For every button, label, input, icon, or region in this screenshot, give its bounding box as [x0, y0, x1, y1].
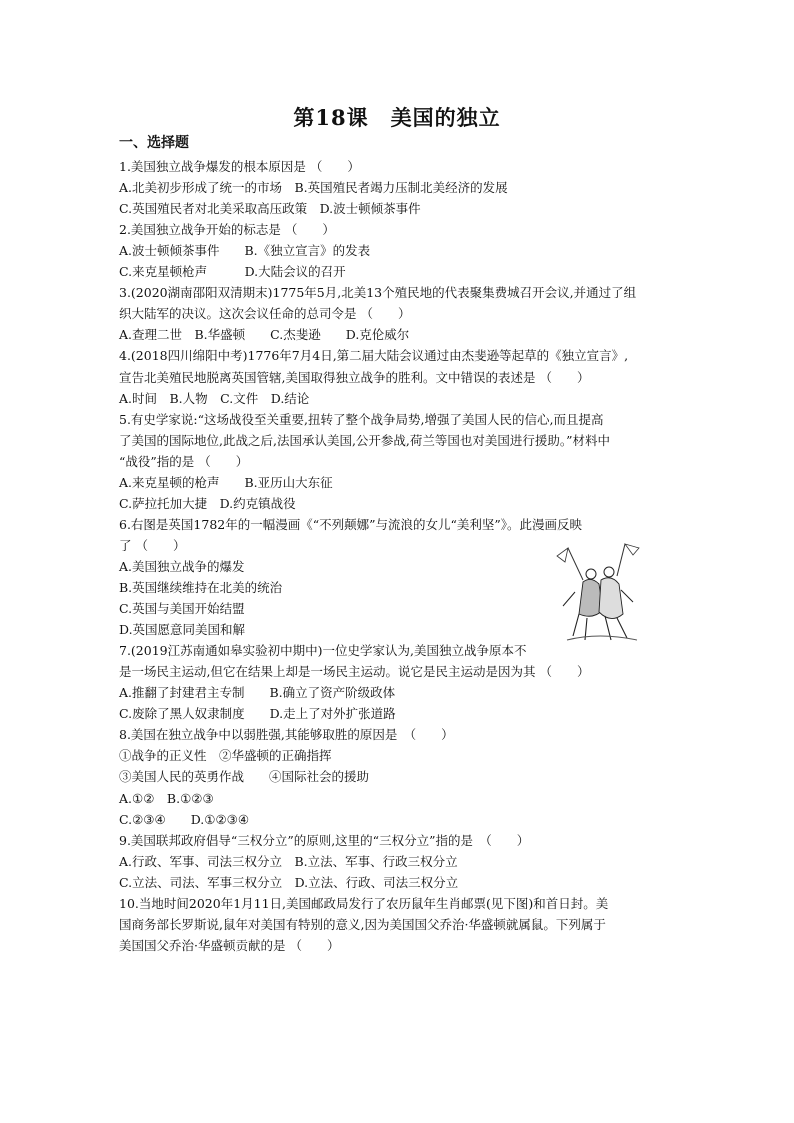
text-line: 10.当地时间2020年1月11日,美国邮政局发行了农历鼠年生肖邮票(见下图)和首日封。美 — [119, 895, 609, 911]
text-line: “战役”指的是 （ ） — [119, 453, 249, 469]
text-line: 7.(2019江苏南通如皋实验初中期中)一位史学家认为,美国独立战争原本不 — [119, 643, 527, 659]
text-line: C.来克星顿枪声 D.大陆会议的召开 — [119, 264, 346, 280]
text-line: 8.美国在独立战争中以弱胜强,其能够取胜的原因是 （ ） — [119, 727, 454, 743]
text-line: A.波士顿倾茶事件 B.《独立宣言》的发表 — [119, 243, 371, 259]
text-line: 4.(2018四川绵阳中考)1776年7月4日,第二届大陆会议通过由杰斐逊等起草的《独立宣言》, — [119, 348, 629, 364]
text-line: C.萨拉托加大捷 D.约克镇战役 — [119, 495, 296, 511]
text-line: 国商务部长罗斯说,鼠年对美国有特别的意义,因为美国国父乔治·华盛顿就属鼠。下列属于 — [119, 916, 606, 932]
text-line: ③美国人民的英勇作战 ④国际社会的援助 — [119, 769, 370, 785]
text-line: 了美国的国际地位,此战之后,法国承认美国,公开参战,荷兰等国也对美国进行援助。”材料中 — [119, 432, 611, 448]
text-line: 2.美国独立战争开始的标志是 （ ） — [119, 222, 335, 238]
cartoon-illustration — [553, 540, 646, 646]
text-line: 5.有史学家说:“这场战役至关重要,扭转了整个战争局势,增强了美国人民的信心,而且提高 — [119, 411, 604, 427]
text-line: 美国国父乔治·华盛顿贡献的是 （ ） — [119, 937, 340, 953]
text-line: 是一场民主运动,但它在结果上却是一场民主运动。说它是民主运动是因为其 （ ） — [119, 664, 590, 680]
text-line: A.时间 B.人物 C.文件 D.结论 — [119, 390, 310, 406]
text-line: ①战争的正义性 ②华盛顿的正确指挥 — [119, 748, 332, 764]
text-line: C.废除了黑人奴隶制度 D.走上了对外扩张道路 — [119, 706, 396, 722]
text-line: 6.右图是英国1782年的一幅漫画《“不列颠娜”与流浪的女儿“美利坚”》。此漫画反映 — [119, 516, 583, 532]
text-line: 3.(2020湖南邵阳双清期末)1775年5月,北美13个殖民地的代表聚集费城召开会议,并通过了组 — [119, 285, 637, 301]
text-line: 9.美国联邦政府倡导“三权分立”的原则,这里的“三权分立”指的是 （ ） — [119, 832, 530, 848]
text-line: 了 （ ） — [119, 537, 186, 553]
text-line: D.英国愿意同美国和解 — [119, 622, 246, 638]
text-line: C.英国与美国开始结盟 — [119, 601, 245, 617]
text-line: 1.美国独立战争爆发的根本原因是 （ ） — [119, 159, 360, 174]
text-line: B.英国继续维持在北美的统治 — [119, 580, 283, 595]
text-line: 宣告北美殖民地脱离英国管辖,美国取得独立战争的胜利。文中错误的表述是 （ ） — [119, 369, 590, 385]
text-line: A.美国独立战争的爆发 — [119, 558, 245, 574]
text-line: A.行政、军事、司法三权分立 B.立法、军事、行政三权分立 — [119, 853, 458, 869]
text-line: A.推翻了封建君主专制 B.确立了资产阶级政体 — [119, 685, 396, 701]
text-line: C.英国殖民者对北美采取高压政策 D.波士顿倾茶事件 — [119, 201, 421, 217]
text-line: C.立法、司法、军事三权分立 D.立法、行政、司法三权分立 — [119, 874, 459, 890]
text-line: A.①② B.①②③ — [119, 790, 214, 806]
text-line: A.查理二世 B.华盛顿 C.杰斐逊 D.克伦威尔 — [119, 327, 410, 343]
text-line: 织大陆军的决议。这次会议任命的总司令是 （ ） — [119, 306, 411, 322]
text-line: C.②③④ D.①②③④ — [119, 811, 250, 827]
page-title: 第18课 美国的独立 — [293, 105, 501, 130]
text-line: A.北美初步形成了统一的市场 B.英国殖民者竭力压制北美经济的发展 — [119, 180, 508, 196]
section-heading: 一、选择题 — [119, 135, 189, 151]
text-line: A.来克星顿的枪声 B.亚历山大东征 — [119, 474, 333, 490]
